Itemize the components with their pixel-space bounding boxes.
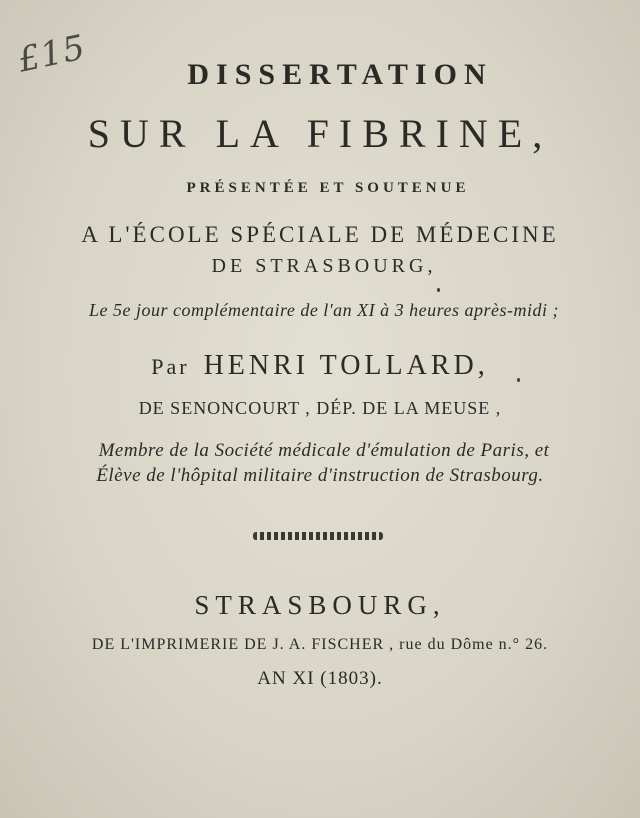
decorative-rule bbox=[253, 532, 383, 540]
subtitle-presented: PRÉSENTÉE ET SOUTENUE bbox=[186, 180, 470, 196]
ink-speck bbox=[517, 378, 520, 382]
ink-speck bbox=[437, 288, 440, 292]
handwritten-annotation: £15 bbox=[14, 27, 90, 81]
author-name: HENRI TOLLARD, bbox=[203, 350, 489, 381]
city-line: DE STRASBOURG, bbox=[211, 255, 437, 277]
imprint-city: STRASBOURG, bbox=[194, 590, 446, 620]
author-line bbox=[0, 350, 640, 382]
imprint-printer: DE L'IMPRIMERIE DE J. A. FISCHER , rue du Dôme n.° 26. bbox=[91, 636, 549, 653]
date-line: Le 5e jour complémentaire de l'an XI à 3 heures après-midi ; bbox=[89, 300, 559, 320]
author-prefix: Par bbox=[151, 354, 190, 379]
school-line: A L'ÉCOLE SPÉCIALE DE MÉDECINE bbox=[81, 222, 559, 247]
title-line-2: SUR LA FIBRINE, bbox=[87, 111, 553, 156]
author-origin: DE SENONCOURT , DÉP. DE LA MEUSE , bbox=[138, 398, 502, 418]
author-role-line-2: Élève de l'hôpital militaire d'instruction de Strasbourg. bbox=[96, 465, 544, 486]
title-line-1: DISSERTATION bbox=[187, 58, 493, 91]
author-role-line-1: Membre de la Société médicale d'émulation de Paris, et bbox=[98, 440, 550, 461]
imprint-year: AN XI (1803). bbox=[257, 668, 383, 689]
